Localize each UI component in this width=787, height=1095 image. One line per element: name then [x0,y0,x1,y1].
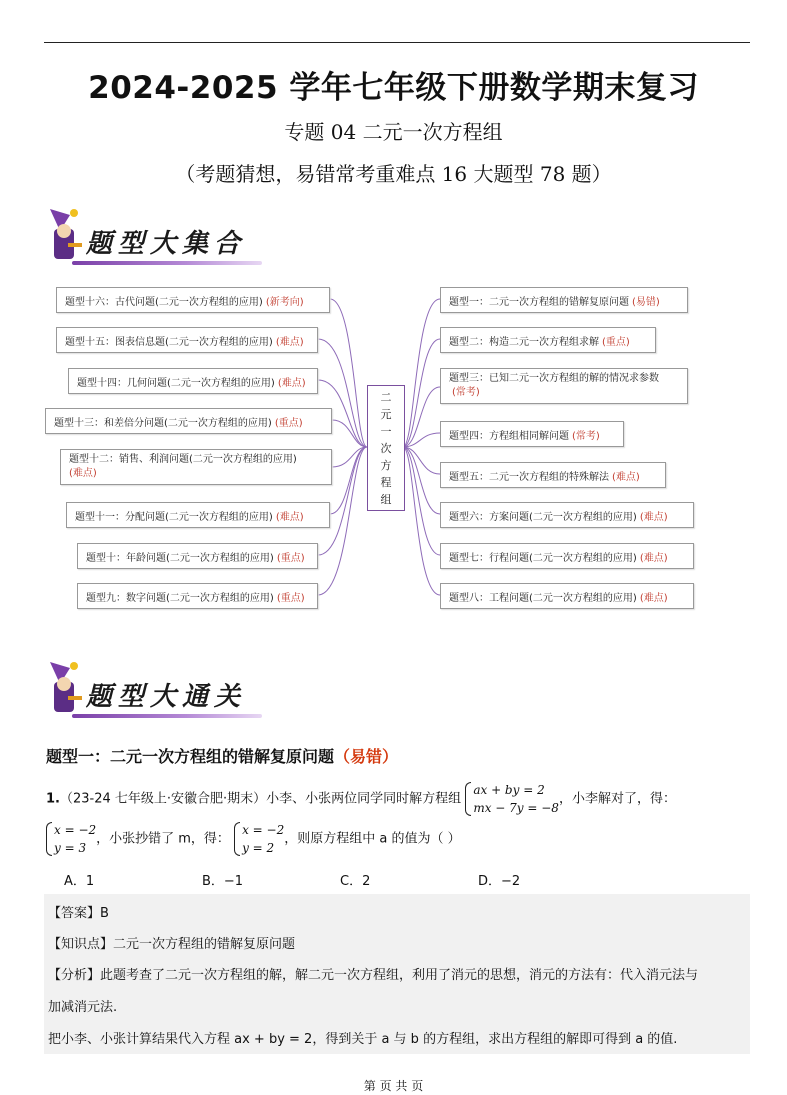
node-label: 题型十二：销售、利润问题(二元一次方程组的应用) [69,454,297,465]
node-tag: (易错) [632,296,660,308]
analysis-line-2: 加减消元法. [48,1000,118,1015]
solution-y: y = 2 [242,841,275,855]
node-label: 题型十五：图表信息题(二元一次方程组的应用) [65,336,273,348]
node-tag: (重点) [274,417,303,429]
mindmap-node-2[interactable] [440,327,656,353]
question-text: ，则原方程组中 a 的值为（ ） [284,831,461,847]
node-label: 题型五：二元一次方程组的特殊解法 [449,471,609,483]
mindmap-node-14[interactable] [68,368,318,394]
node-label: 题型六：方案问题(二元一次方程组的应用) [449,511,637,523]
node-tag: (难点) [612,471,640,483]
banner-practice [44,658,274,724]
center-char: 程 [380,475,392,489]
center-char: 次 [380,441,392,455]
answer-options [64,870,684,889]
page-subtitle: 专题 04 二元一次方程组 [284,120,503,144]
node-tag: (重点) [276,552,305,564]
option-c[interactable]: C．2 [340,874,371,889]
node-label: 题型二：构造二元一次方程组求解 [449,336,599,348]
node-tag: (难点) [639,511,668,523]
solution-x: x = −2 [242,823,285,837]
analysis-line-1: 【分析】此题考查了二元一次方程组的解，解二元一次方程组，利用了消元的思想，消元的方法有：代入消元法与 [48,968,699,983]
center-char: 组 [380,492,392,506]
mindmap-node-12[interactable] [60,449,332,485]
question-line-2 [46,821,756,857]
mindmap-node-1[interactable] [440,287,688,313]
question-line-1 [46,781,756,817]
center-char: 元 [380,407,392,421]
mindmap-node-7[interactable] [440,543,694,569]
question-number: 1. [46,791,60,807]
node-tag: (重点) [276,592,305,604]
node-tag: (重点) [602,336,630,348]
option-b[interactable]: B．−1 [202,874,244,889]
center-char: 一 [380,424,392,438]
question-text: ，小李解对了，得： [558,791,676,807]
mindmap-node-5[interactable] [440,462,666,488]
option-d[interactable]: D．−2 [478,874,521,889]
page-footer: 第 页 共 页 [363,1079,424,1093]
answer-line: 【答案】B [48,906,109,921]
center-char: 二 [380,390,392,404]
mindmap-node-10[interactable] [77,543,318,569]
equation-system [465,781,559,817]
center-char: 方 [380,458,392,472]
knowledge-line: 【知识点】二元一次方程组的错解复原问题 [48,937,296,952]
mindmap-node-9[interactable] [77,583,318,609]
mindmap-node-11[interactable] [66,502,330,528]
node-tag: (难点) [275,511,304,523]
section-heading [46,744,398,767]
solution-y: y = 3 [54,841,87,855]
section-title: 题型一：二元一次方程组的错解复原问题 [46,747,335,766]
node-tag: (难点) [69,468,97,479]
question-text: 小李、小张两位同学同时解方程组 [266,791,462,807]
analysis-line-3: 把小李、小张计算结果代入方程 ax + by = 2，得到关于 a 与 b 的方程组，求出方程组的解即可得到 a 的值. [48,1032,678,1047]
solution-correct [46,821,96,857]
mindmap-node-13[interactable] [45,408,332,434]
equation-2: mx − 7y = −8 [473,801,559,815]
mindmap-node-15[interactable] [56,327,318,353]
question-source: （23-24 七年级上·安徽合肥·期末） [59,791,267,807]
option-a[interactable]: A．1 [64,874,95,889]
node-label: 题型十：年龄问题(二元一次方程组的应用) [86,552,274,564]
node-tag: (常考) [572,430,600,442]
node-label-wrap [69,453,297,481]
node-label: 题型三：已知二元一次方程组的解的情况求参数 [449,373,659,384]
node-tag: (常考) [452,387,480,398]
equation-1: ax + by = 2 [473,783,545,797]
node-label: 题型十一：分配问题(二元一次方程组的应用) [75,511,273,523]
solution-wrong [234,821,284,857]
node-label: 题型九：数字问题(二元一次方程组的应用) [86,592,274,604]
banner-collection-label: 题型大集合 [86,229,247,259]
wizard-logo-icon [44,658,86,720]
node-label: 题型十六：古代问题(二元一次方程组的应用) [65,296,263,308]
mindmap-center-node [367,385,405,511]
node-tag: (难点) [277,377,306,389]
page-subtitle-note: （考题猜想，易错常考重难点 16 大题型 78 题） [175,162,612,186]
node-label: 题型四：方程组相同解问题 [449,430,569,442]
node-label: 题型八：工程问题(二元一次方程组的应用) [449,592,637,604]
solution-x: x = −2 [54,823,97,837]
node-label: 题型十三：和差倍分问题(二元一次方程组的应用) [54,417,272,429]
node-tag: (难点) [639,592,668,604]
banner-practice-label: 题型大通关 [86,682,247,712]
node-label-wrap [449,372,659,400]
question-text: ，小张抄错了 m，得： [96,831,230,847]
node-tag: (难点) [275,336,304,348]
node-label: 题型七：行程问题(二元一次方程组的应用) [449,552,637,564]
node-label: 题型一：二元一次方程组的错解复原问题 [449,296,629,308]
page-title: 2024-2025 学年七年级下册数学期末复习 [88,70,699,106]
node-tag: (新考向) [265,296,304,308]
banner-practice-underline [72,714,262,718]
mindmap-node-6[interactable] [440,502,694,528]
mindmap-node-16[interactable] [56,287,330,313]
mindmap-node-8[interactable] [440,583,694,609]
node-tag: (难点) [639,552,668,564]
mindmap-node-4[interactable] [440,421,624,447]
section-tag: （易错） [334,747,399,766]
mindmap-node-3[interactable] [440,368,688,404]
node-label: 题型十四：几何问题(二元一次方程组的应用) [77,377,275,389]
